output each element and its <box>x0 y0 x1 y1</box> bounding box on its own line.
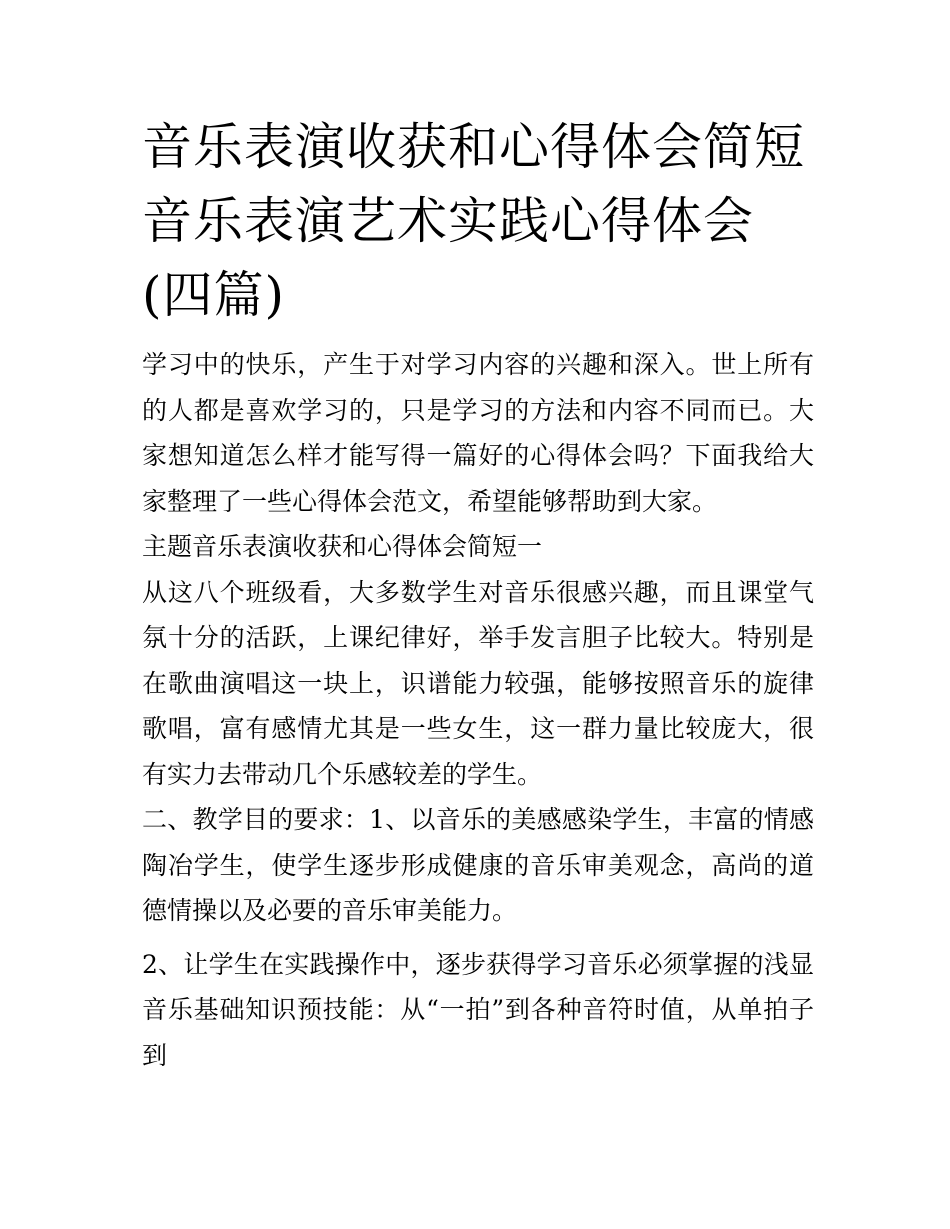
paragraph-teaching-goals: 二、教学目的要求：1、以音乐的美感感染学生，丰富的情感陶冶学生，使学生逐步形成健康的音乐审美观念，高尚的道德情操以及必要的音乐审美能力。 <box>142 805 814 925</box>
paragraph-class-observation: 从这八个班级看，大多数学生对音乐很感兴趣，而且课堂气氛十分的活跃，上课纪律好，举手发言胆子比较大。特别是在歌曲演唱这一块上，识谱能力较强，能够按照音乐的旋律歌唱，富有感情尤其是一些女生，这一群力量比较庞大，很有实力去带动几个乐感较差的学生。 <box>142 577 814 789</box>
paragraph-section-heading: 主题音乐表演收获和心得体会简短一 <box>142 532 543 561</box>
document-title: 音乐表演收获和心得体会简短音乐表演艺术实践心得体会(四篇) <box>142 118 805 324</box>
document-page <box>142 110 814 1078</box>
document-body <box>142 342 814 1078</box>
paragraph-intro: 学习中的快乐，产生于对学习内容的兴趣和深入。世上所有的人都是喜欢学习的，只是学习的方法和内容不同而已。大家想知道怎么样才能写得一篇好的心得体会吗？下面我给大家整理了一些心得体会范文，希望能够帮助到大家。 <box>142 350 814 516</box>
paragraph-practice: 2、让学生在实践操作中，逐步获得学习音乐必须掌握的浅显音乐基础知识预技能：从“一拍”到各种音符时值，从单拍子到 <box>142 949 814 1070</box>
